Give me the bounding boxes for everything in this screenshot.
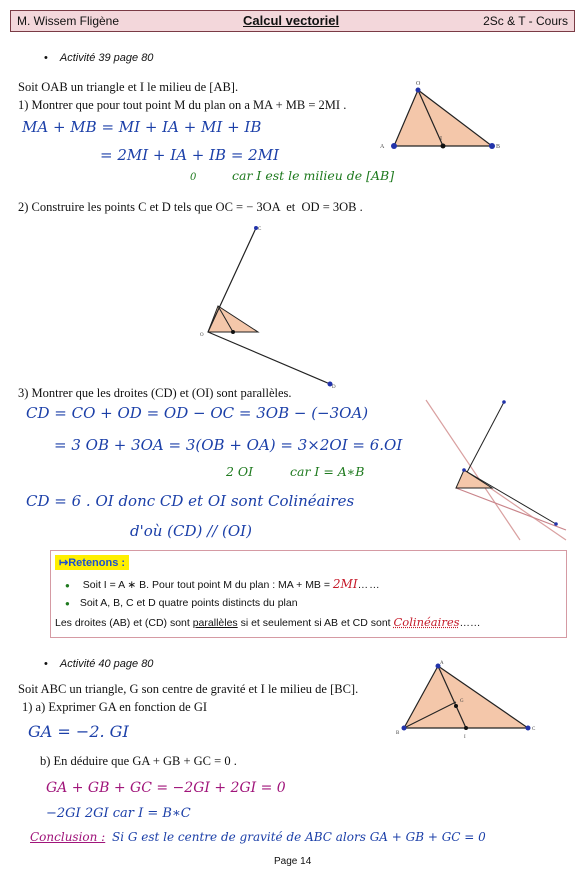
activity-39-bullet: • Activité 39 page 80 [40,52,153,64]
point-c-abc [526,726,531,731]
page-title: Calcul vectoriel [243,13,340,28]
point-i-small [231,330,235,334]
point-a [391,143,397,149]
label-i-abc: I [464,735,466,740]
act39-intro: Soit OAB un triangle et I le milieu de [AB]. [18,80,239,94]
act40-intro: Soit ABC un triangle, G son centre de gravité et I le milieu de [BC]. [18,682,359,696]
point-o [416,88,421,93]
segment-c [464,402,504,478]
act39-q2 [18,200,363,215]
page-header [10,10,575,32]
q1-equation: MA + MB = 2MI . [253,98,347,112]
label-b-abc: B [396,731,400,736]
hw3-sub: 2 OI [226,464,254,479]
point-g [454,704,458,708]
q2-text: 2) Construire les points C et D tels que [18,200,213,214]
q2-eq1: OC = − 3OA [215,200,280,214]
line-cd [426,400,520,540]
label-d: D [332,385,336,390]
label-c: C [258,227,262,232]
hw1-note: car I est le milieu de [AB] [232,168,395,183]
hwb-line1: GA + GB + GC = −2GI + 2GI = 0 [46,780,286,796]
hw3-note: car I = A∗B [290,464,365,479]
act40-qb: b) En déduire que GA + GB + GC = 0 . [40,754,237,768]
act39-q3: 3) Montrer que les droites (CD) et (OI) sont parallèles. [18,386,292,400]
triangle-fig3 [456,470,492,488]
retenons-line-3: Les droites (AB) et (CD) sont parallèles si et seulement si AB et CD sont Colinéaires…… [55,615,481,629]
hw3-line4: d'où (CD) // (OI) [130,522,252,540]
hwb-line2: −2GI 2GI car I = B∗C [46,806,191,821]
point-c3 [502,400,506,404]
activity-40-bullet: • Activité 40 page 80 [40,658,153,670]
point-i-abc [464,726,468,730]
line3-a: Les droites (AB) et (CD) sont [55,617,190,629]
label-c-abc: C [532,727,536,732]
hw1-line2: = 2MI + IA + IB = 2MI [100,146,280,164]
act40-qa: 1) a) Exprimer GA en fonction de GI [22,700,208,714]
label-o2: O [200,333,204,338]
line-parallel [456,488,566,530]
hwb-conclusion-label: Conclusion : [30,830,106,844]
line-od [208,332,330,384]
line3-underlined: parallèles [192,617,238,629]
hw3-line2: = 3 OB + 3OA = 3(OB + OA) = 3×2OI = 6.OI [54,436,403,454]
point-b-abc [402,726,407,731]
act39-q1 [18,98,346,113]
figure-construction-cd [190,222,350,390]
hw3-line1: CD = CO + OD = OD − OC = 3OB − (−3OA) [26,404,369,422]
q2-et: et [286,200,296,214]
item1-answer: 2MI [332,577,358,591]
point-o3 [462,468,466,472]
author: M. Wissem Fligène [17,14,120,28]
point-d3 [554,522,558,526]
retenons-item-1: ● Soit I = A ∗ B. Pour tout point M du plan : MA + MB = 2MI…… [65,577,381,591]
figure-triangle-oab [368,76,508,156]
hw1-line1: MA + MB = MI + IA + MI + IB [22,118,262,136]
segment-d [464,470,556,524]
retenons-box [50,550,567,638]
retenons-title: ↦Retenons : [55,555,129,570]
point-b [489,143,495,149]
figure-parallels [420,394,570,544]
line3-b: si et seulement si AB et CD sont [240,617,391,629]
figure-triangle-abc [392,658,542,744]
triangle-oab [394,90,492,146]
label-o: O [416,81,421,87]
label-a: A [380,144,385,150]
label-b: B [496,144,501,150]
level: 2Sc & T - Cours [483,14,568,28]
hw3-line3: CD = 6 . OI donc CD et OI sont Colinéaires [26,492,355,510]
point-i [441,144,446,149]
label-i: I [440,136,442,142]
q1-text: 1) Montrer que pour tout point M du plan on a [18,98,250,112]
triangle-small [208,306,258,332]
line3-answer: Colinéaires [393,615,460,629]
hwa: GA = −2. GI [28,722,129,741]
hw1-zero: 0 [190,172,197,183]
retenons-item-2: ● Soit A, B, C et D quatre points distincts du plan [65,597,298,609]
hwb-conclusion: Si G est le centre de gravité de ABC alors GA + GB + GC = 0 [112,830,486,844]
page-number: Page 14 [274,856,312,867]
item1-text: Soit I = A ∗ B. Pour tout point M du plan : MA + MB = [82,579,330,591]
label-a-abc: A [440,661,444,666]
label-g: G [460,699,464,704]
q2-eq2: OD = 3OB . [301,200,363,214]
